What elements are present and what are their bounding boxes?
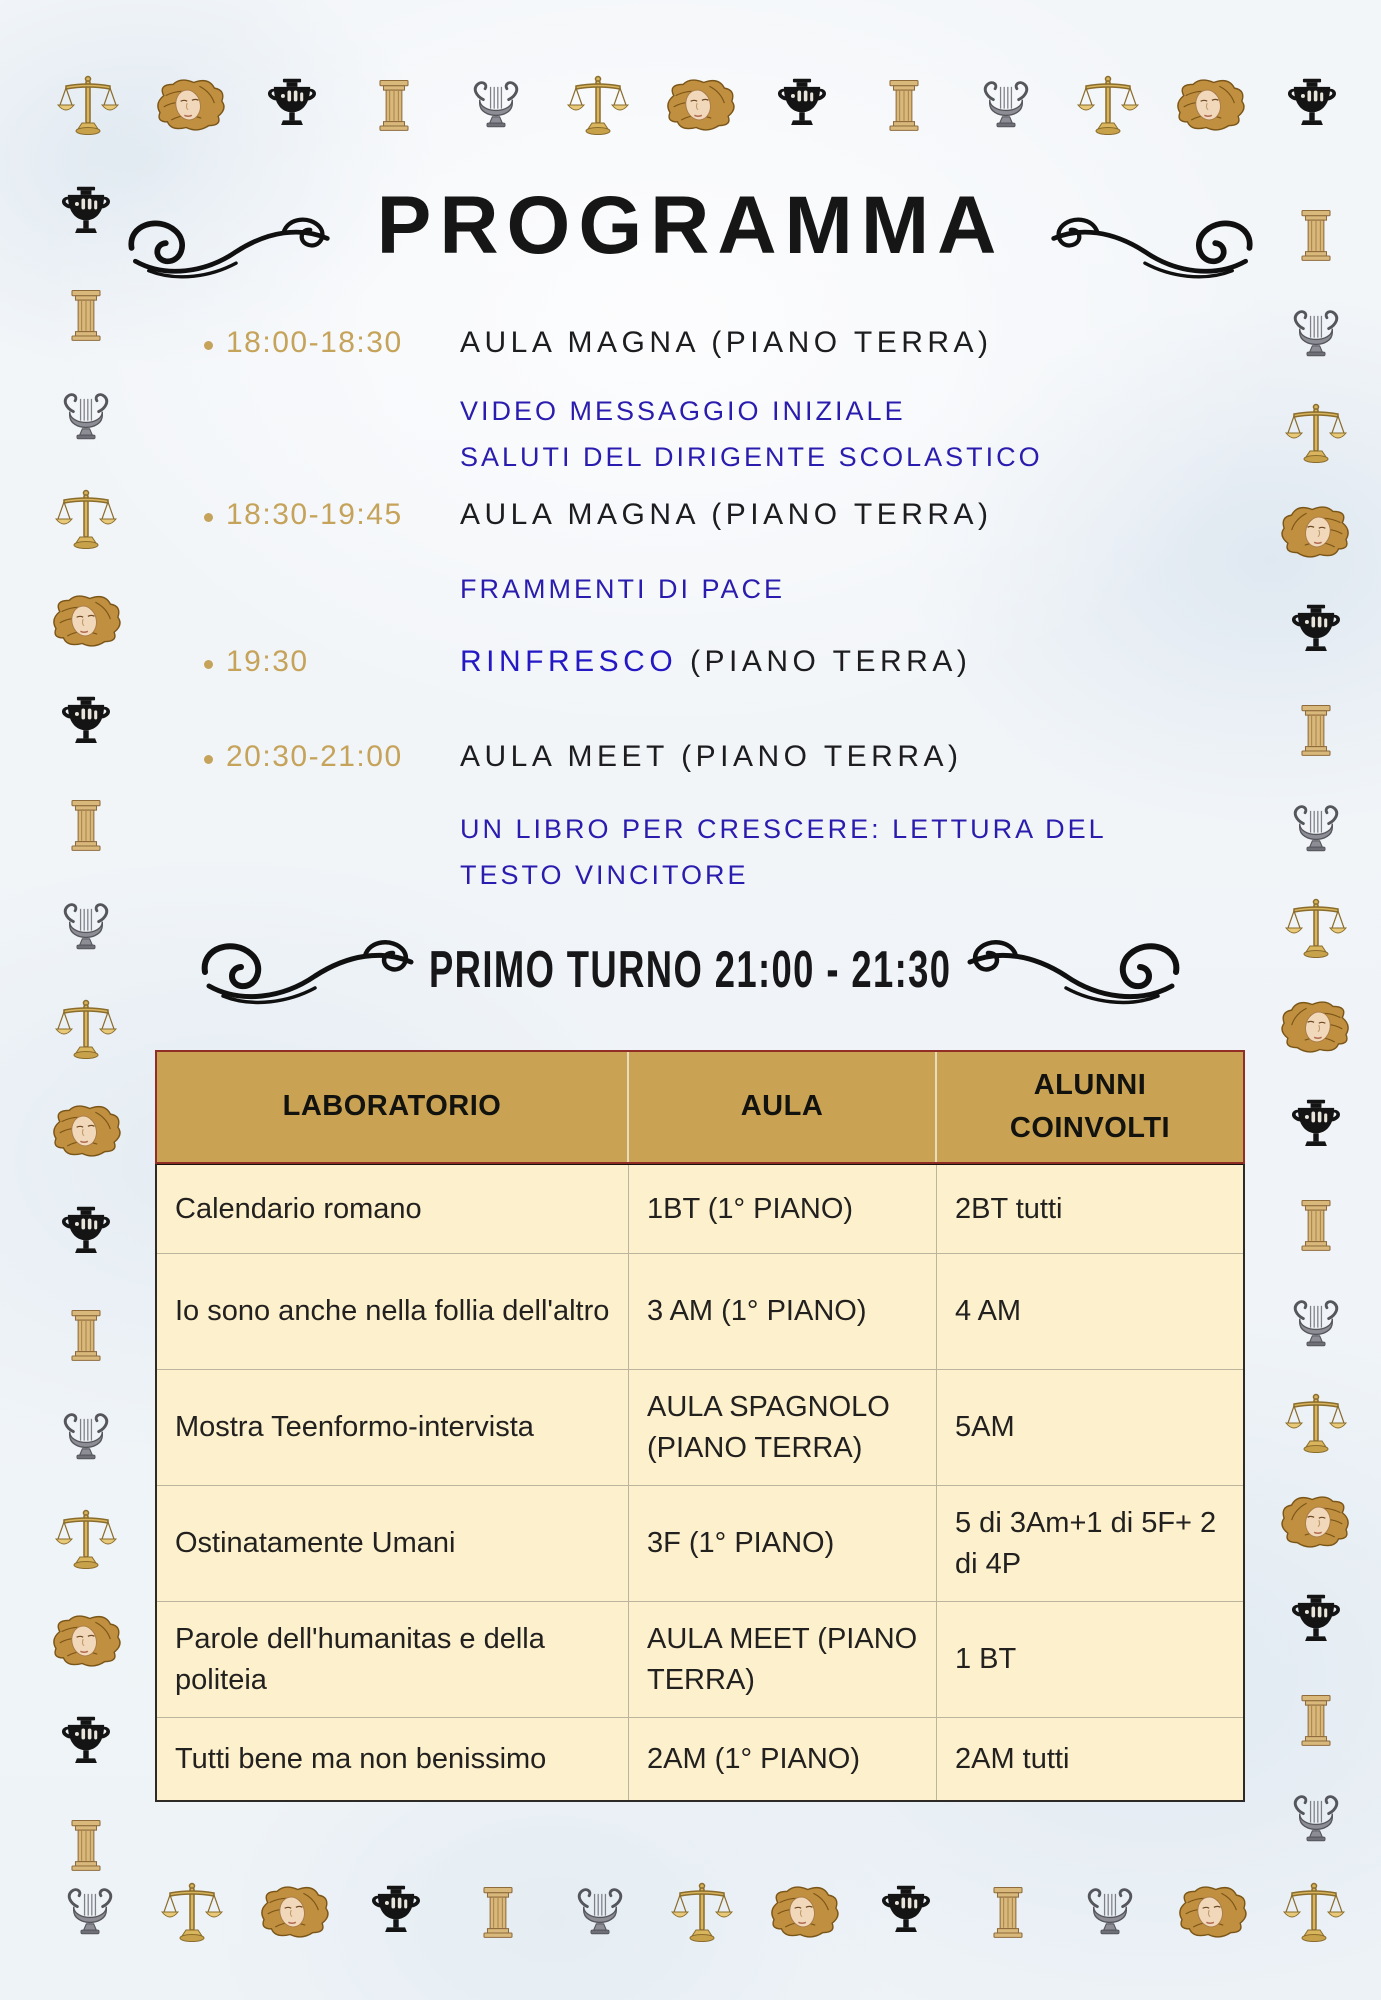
- lyre-icon: [976, 76, 1036, 134]
- schedule-room-name: AULA MEET (PIANO TERRA): [460, 740, 963, 773]
- schedule-room-name: AULA MAGNA (PIANO TERRA): [460, 498, 993, 531]
- vase-icon: [1287, 1095, 1345, 1157]
- venus-icon: [662, 75, 738, 135]
- cell-text: 3F (1° PIANO): [647, 1527, 835, 1560]
- scales-icon: [56, 73, 120, 137]
- schedule-details: [460, 566, 1300, 612]
- table-cell: [157, 1254, 629, 1369]
- vase-icon: [1287, 1590, 1345, 1652]
- scales-icon: [160, 1880, 224, 1944]
- lyre-icon: [1286, 1295, 1346, 1353]
- cell-text: Parole dell'humanitas e della politeia: [175, 1622, 545, 1696]
- schedule-item: [190, 645, 1300, 691]
- schedule-room: [460, 645, 971, 679]
- schedule-detail-line: SALUTI DEL DIRIGENTE SCOLASTICO: [460, 442, 1043, 472]
- lyre-icon: [1080, 1883, 1140, 1941]
- schedule-time: 18:30-19:45: [226, 498, 403, 531]
- schedule-room-name: (PIANO TERRA): [677, 645, 972, 678]
- table-row: [157, 1485, 1243, 1601]
- flourish-right-icon: [1028, 208, 1258, 284]
- vase-icon: [263, 74, 321, 136]
- section-heading-row: [0, 925, 1381, 1015]
- bullet-dot: [204, 341, 213, 350]
- section-title: PRIMO TURNO 21:00 - 21:30: [429, 941, 952, 999]
- table-cell: [157, 1165, 629, 1253]
- column-icon: [470, 1881, 526, 1943]
- schedule-room-accent: RINFRESCO: [460, 645, 678, 678]
- lyre-icon: [56, 388, 116, 446]
- table-header-row: [157, 1052, 1243, 1165]
- scales-icon: [54, 1507, 118, 1571]
- labs-table: [155, 1050, 1245, 1802]
- table-cell: [157, 1486, 629, 1601]
- venus-icon: [1174, 1882, 1250, 1942]
- venus-icon: [1278, 997, 1354, 1057]
- scales-icon: [670, 1880, 734, 1944]
- table-cell: [937, 1602, 1243, 1717]
- table-cell: [629, 1486, 937, 1601]
- vase-icon: [57, 1202, 115, 1264]
- vase-icon: [57, 182, 115, 244]
- column-icon: [58, 1814, 114, 1876]
- cell-text: Calendario romano: [175, 1192, 422, 1225]
- schedule-item: [190, 498, 1300, 544]
- venus-icon: [48, 1611, 124, 1671]
- column-header: [157, 1052, 629, 1162]
- bullet-dot: [204, 755, 213, 764]
- cell-text: Mostra Teenformo-intervista: [175, 1411, 534, 1444]
- schedule-room: [460, 498, 993, 532]
- schedule-room: [460, 326, 993, 360]
- schedule-room: [460, 740, 962, 774]
- venus-icon: [1172, 75, 1248, 135]
- vase-icon: [57, 692, 115, 754]
- scales-icon: [1076, 73, 1140, 137]
- scales-icon: [566, 73, 630, 137]
- schedule-details: [460, 388, 1300, 480]
- cell-text: 5 di 3Am+1 di 5F+ 2 di 4P: [955, 1506, 1217, 1580]
- lyre-icon: [56, 898, 116, 956]
- column-header-line: LABORATORIO: [282, 1090, 502, 1123]
- schedule-time: 18:00-18:30: [226, 326, 403, 359]
- cell-text: AULA MEET (PIANO TERRA): [647, 1622, 918, 1696]
- table-cell: [937, 1254, 1243, 1369]
- venus-icon: [766, 1882, 842, 1942]
- column-header-line: AULA: [740, 1090, 824, 1123]
- cell-text: 3 AM (1° PIANO): [647, 1295, 867, 1328]
- scales-icon: [54, 997, 118, 1061]
- table-row: [157, 1369, 1243, 1485]
- schedule-detail-line: FRAMMENTI DI PACE: [460, 574, 786, 604]
- table-cell: [937, 1486, 1243, 1601]
- page-header: [0, 168, 1381, 284]
- lyre-icon: [56, 1408, 116, 1466]
- table-cell: [629, 1370, 937, 1485]
- column-header-line: COINVOLTI: [1009, 1112, 1171, 1144]
- schedule-detail-line: UN LIBRO PER CRESCERE: LETTURA DEL: [460, 814, 1107, 844]
- bullet-dot: [204, 513, 213, 522]
- column-header-line: ALUNNI: [1033, 1068, 1147, 1101]
- column-header: [937, 1052, 1243, 1162]
- table-cell: [937, 1370, 1243, 1485]
- flourish-left-icon: [123, 208, 353, 284]
- column-icon: [980, 1881, 1036, 1943]
- column-icon: [1288, 1194, 1344, 1256]
- vase-icon: [57, 1712, 115, 1774]
- schedule-item: [190, 326, 1300, 372]
- scales-icon: [1284, 896, 1348, 960]
- schedule-room-name: AULA MAGNA (PIANO TERRA): [460, 326, 993, 359]
- table-row: [157, 1253, 1243, 1369]
- lyre-icon: [1286, 1790, 1346, 1848]
- schedule-time: 19:30: [226, 645, 309, 678]
- column-icon: [58, 794, 114, 856]
- lyre-icon: [466, 76, 526, 134]
- venus-icon: [152, 75, 228, 135]
- lyre-icon: [60, 1883, 120, 1941]
- cell-text: 2BT tutti: [955, 1192, 1063, 1225]
- table-row: [157, 1165, 1243, 1253]
- table-cell: [937, 1165, 1243, 1253]
- table-cell: [937, 1718, 1243, 1800]
- schedule-item: [190, 740, 1300, 786]
- column-icon: [876, 74, 932, 136]
- scales-icon: [1284, 1391, 1348, 1455]
- table-row: [157, 1601, 1243, 1717]
- table-cell: [157, 1370, 629, 1485]
- table-row: [157, 1717, 1243, 1800]
- venus-icon: [48, 591, 124, 651]
- cell-text: 5AM: [955, 1411, 1015, 1444]
- column-icon: [1288, 204, 1344, 266]
- table-cell: [629, 1165, 937, 1253]
- cell-text: 1BT (1° PIANO): [647, 1192, 854, 1225]
- column-icon: [58, 284, 114, 346]
- cell-text: Ostinatamente Umani: [175, 1527, 456, 1560]
- vase-icon: [367, 1881, 425, 1943]
- flourish-right-icon: [944, 930, 1184, 1010]
- scales-icon: [54, 487, 118, 551]
- cell-text: 4 AM: [955, 1295, 1022, 1328]
- column-header: [629, 1052, 937, 1162]
- cell-text: AULA SPAGNOLO (PIANO TERRA): [647, 1390, 890, 1464]
- scales-icon: [1282, 1880, 1346, 1944]
- cell-text: 2AM (1° PIANO): [647, 1742, 861, 1775]
- cell-text: Io sono anche nella follia dell'altro: [175, 1295, 610, 1328]
- table-cell: [629, 1718, 937, 1800]
- table-cell: [629, 1254, 937, 1369]
- cell-text: Tutti bene ma non benissimo: [175, 1742, 547, 1775]
- cell-text: 1 BT: [955, 1643, 1017, 1676]
- lyre-icon: [570, 1883, 630, 1941]
- page-title: PROGRAMMA: [376, 180, 1005, 271]
- column-icon: [366, 74, 422, 136]
- vase-icon: [1283, 74, 1341, 136]
- cell-text: 2AM tutti: [955, 1742, 1070, 1775]
- vase-icon: [773, 74, 831, 136]
- bullet-dot: [204, 660, 213, 669]
- schedule-details: [460, 806, 1300, 898]
- schedule-detail-line: TESTO VINCITORE: [460, 860, 749, 890]
- flourish-left-icon: [197, 930, 437, 1010]
- table-cell: [157, 1718, 629, 1800]
- column-icon: [58, 1304, 114, 1366]
- venus-icon: [256, 1882, 332, 1942]
- venus-icon: [1278, 1492, 1354, 1552]
- table-cell: [157, 1602, 629, 1717]
- table-cell: [629, 1602, 937, 1717]
- schedule-time: 20:30-21:00: [226, 740, 403, 773]
- vase-icon: [877, 1881, 935, 1943]
- schedule-detail-line: VIDEO MESSAGGIO INIZIALE: [460, 396, 906, 426]
- venus-icon: [48, 1101, 124, 1161]
- column-icon: [1288, 1689, 1344, 1751]
